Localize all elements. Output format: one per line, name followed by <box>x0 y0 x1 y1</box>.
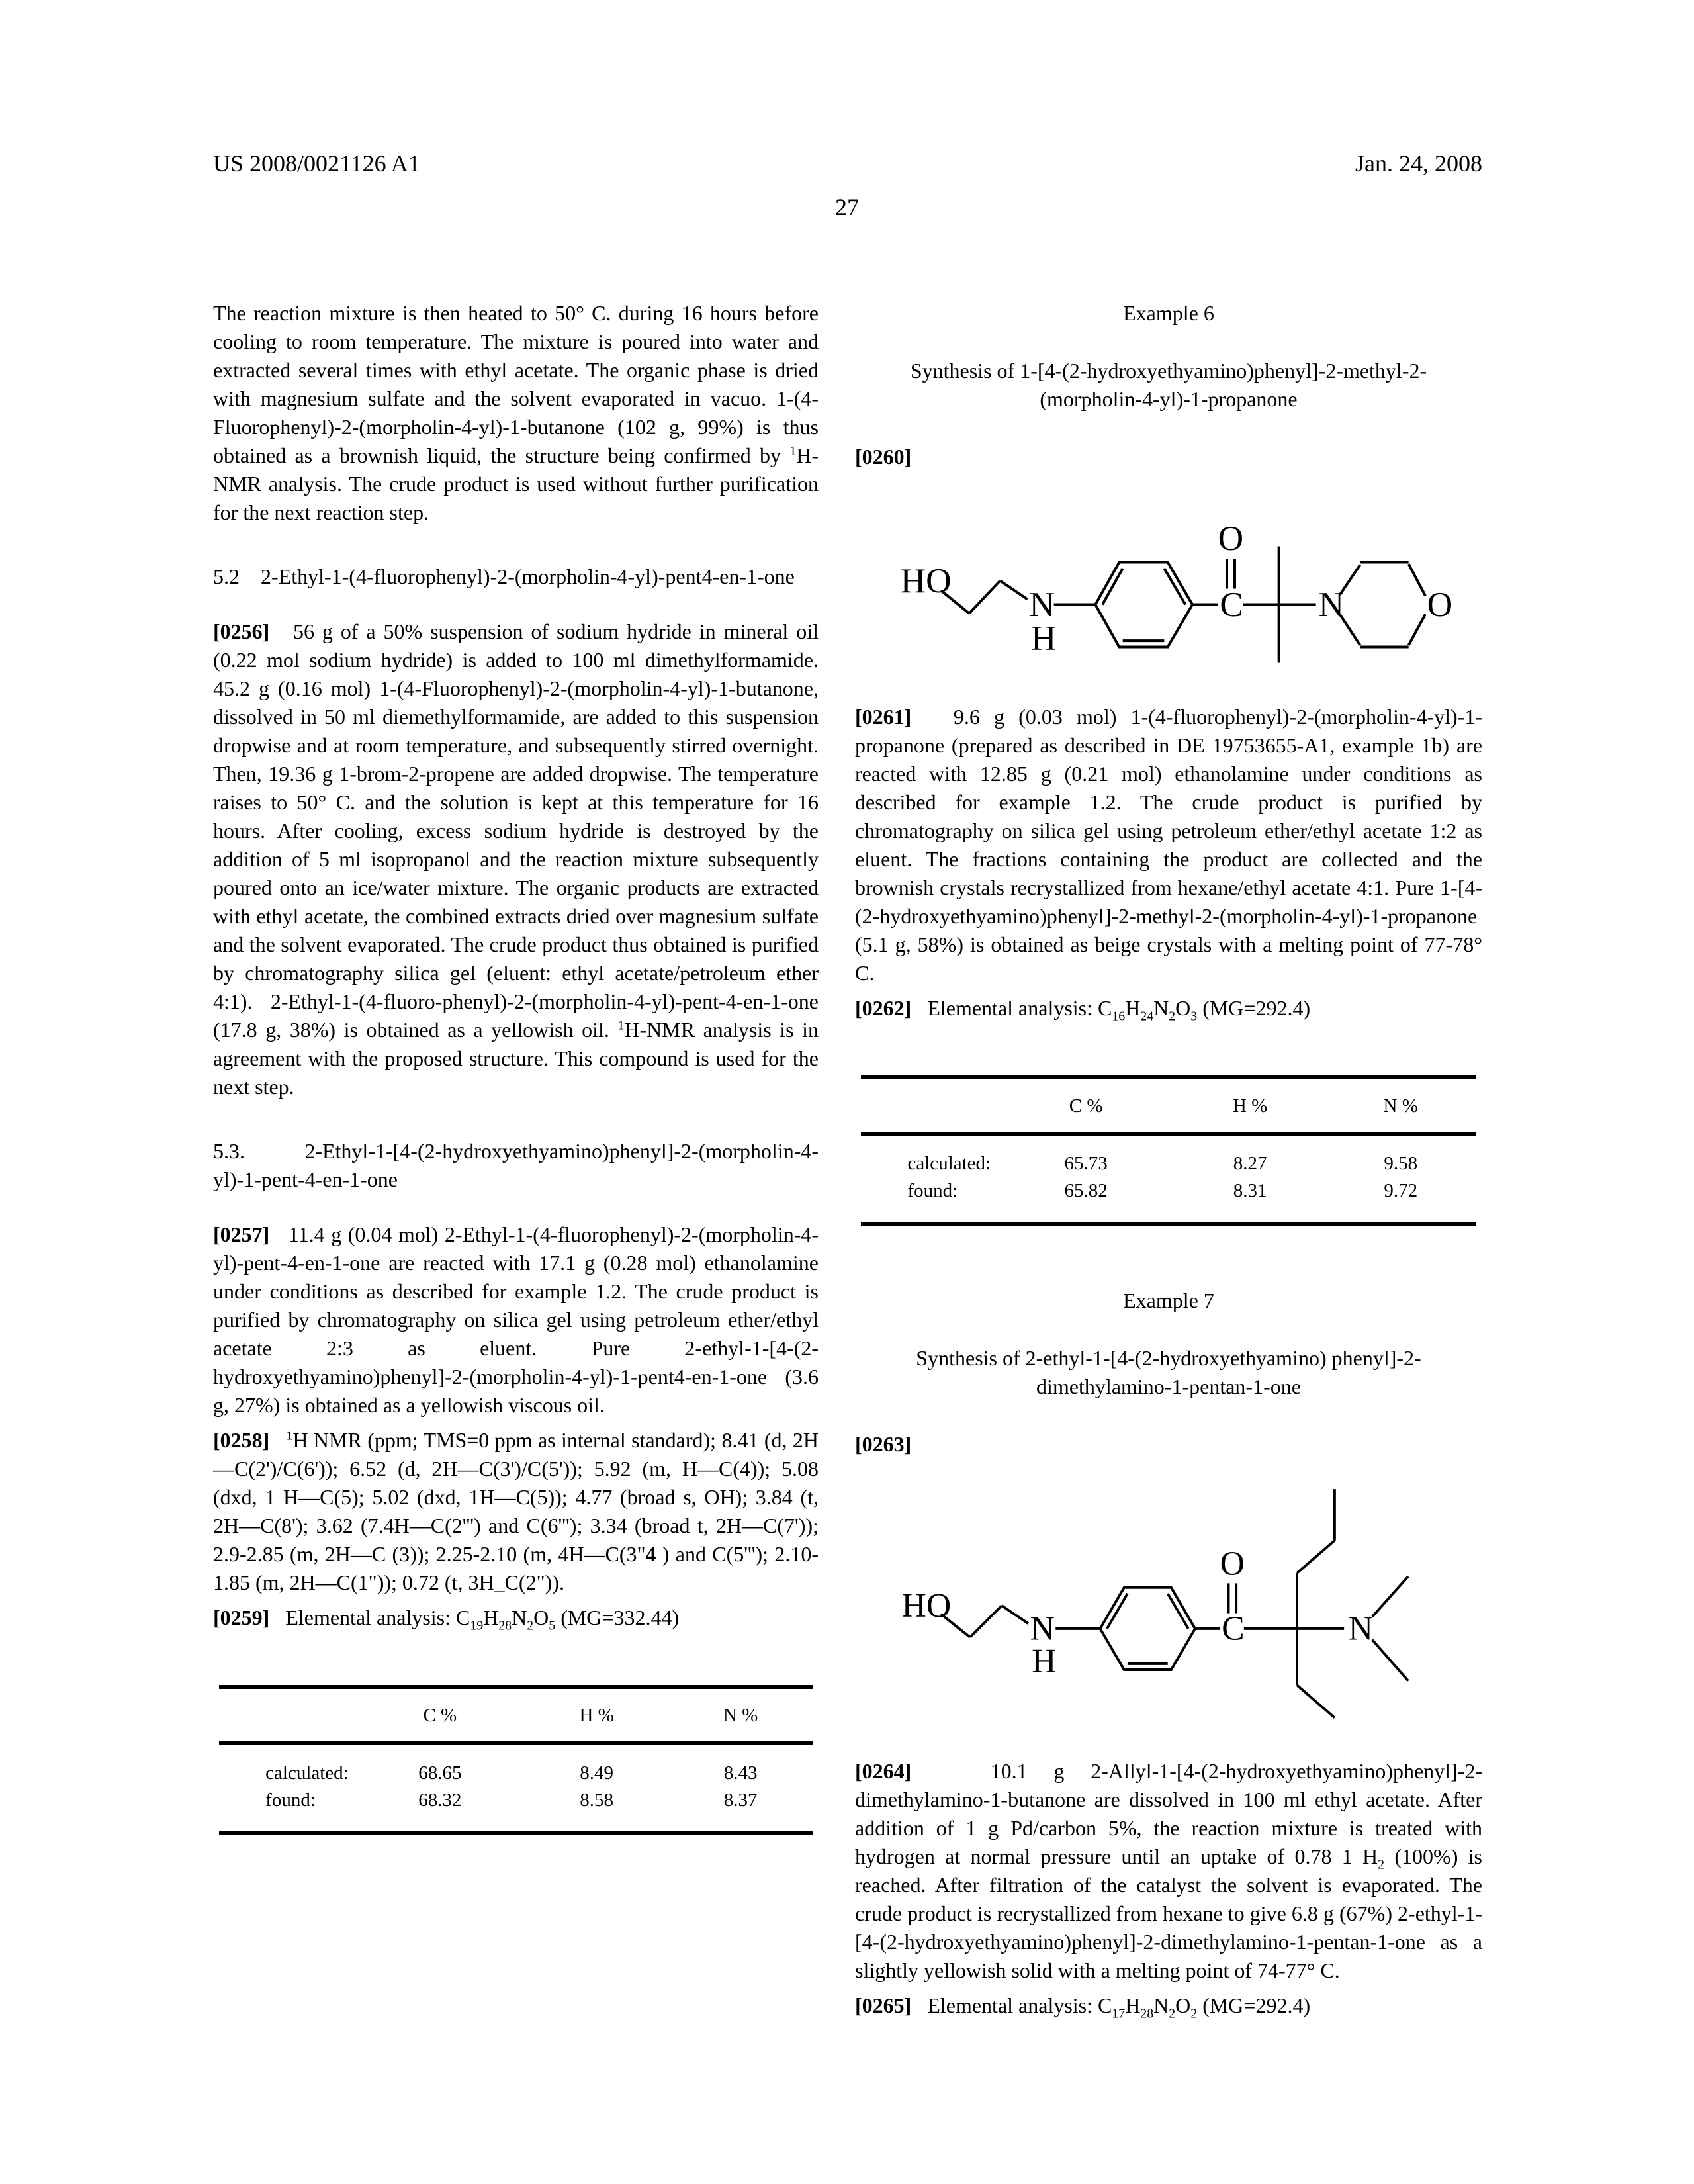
paragraph-0264: [0264] 10.1 g 2-Allyl-1-[4-(2-hydroxyethyamino)phenyl]-2-dimethylamino-1-butanone are dissolved in 100 ml ethyl acetate. After addition of 1 g Pd/carbon 5%, the reaction mixture is treated with hydrogen at normal pressure until an uptake of 0.78 1 $H_2$ (100%) is reached. After filtration of the catalyst the solvent is evaporated. The crude product is recrystallized from hexane to give 6.8 g (67%) 2-ethyl-1-[4-(2-hydroxyethyamino)phenyl]-2-dimethylamino-1-pentan-1-one as a slightly yellowish solid with a melting point of 74-77° C. <box>855 1759 1483 1982</box>
amine-hydrogen-label: H <box>1032 1642 1057 1680</box>
publication-number: US 2008/0021126 A1 <box>213 150 420 177</box>
table-row <box>219 1743 813 1787</box>
publication-date: Jan. 24, 2008 <box>1355 150 1482 177</box>
paragraph-0257: [0257] 11.4 g (0.04 mol) 2-Ethyl-1-(4-fluorophenyl)-2-(morpholin-4-yl)-pent-4-en-1-one are reacted with 17.1 g (0.28 mol) ethanolamine under conditions as described for example 1.2. The crude product is purified by chromatography on silica gel using petroleum ether/ethyl acetate 2:3 as eluent. Pure 2-ethyl-1-[4-(2-hydroxyethyamino)phenyl]-2-(morpholin-4-yl)-1-pent4-en-1-one (3.6 g, 27%) is obtained as a yellowish viscous oil. <box>213 1222 819 1417</box>
example-7-subtitle: Synthesis of 2-ethyl-1-[4-(2-hydroxyethyamino) phenyl]-2-dimethylamino-1-pentan-1-one <box>916 1346 1421 1398</box>
chemical-structure-1 <box>855 490 1482 683</box>
chemical-structure-2-drawing <box>877 1477 1460 1734</box>
hydroxyl-label: HO <box>900 560 952 600</box>
bond-lines <box>941 1489 1408 1717</box>
table-row <box>219 1787 813 1833</box>
cell-value: 8.27 <box>1233 1153 1267 1174</box>
paragraph-0262: [0262] Elemental analysis: $C_{16}H_{24}N_2O_3$ (MG=292.4) <box>855 996 1311 1024</box>
cell-value: 65.82 <box>1064 1180 1108 1201</box>
table-header-n: N % <box>723 1705 758 1726</box>
paragraph-0259: [0259] Elemental analysis: $C_{19}H_{28}N_2O_5$ (MG=332.44) <box>213 1606 680 1633</box>
paragraph-0261: [0261] 9.6 g (0.03 mol) 1-(4-fluorophenyl)-2-(morpholin-4-yl)-1-propanone (prepared as described in DE 19753655-A1, example 1b) are reacted with 12.85 g (0.21 mol) ethanolamine under conditions as described for example 1.2. The crude product is purified by chromatography on silica gel using petroleum ether/ethyl acetate 1:2 as eluent. The fractions containing the product are collected and the brownish crystals recrystallized from hexane/ethyl acetate 4:1. Pure 1-[4-(2-hydroxyethyamino)phenyl]-2-methyl-2-(morpholin-4-yl)-1-propanone (5.1 g, 58%) is obtained as beige crystals with a melting point of 77-78° C. <box>855 705 1482 985</box>
bond-lines <box>941 547 1425 663</box>
paragraph-0258: [0258] $^1$H NMR (ppm; TMS=0 ppm as internal standard); 8.41 (d, 2H—C(2')/C(6')); 6.52 (d, 2H—C(3')/C(5')); 5.92 (m, H—C(4)); 5.08 (dxd, 1 H—C(5); 5.02 (dxd, 1H—C(5)); 4.77 (broad s, OH); 3.84 (t, 2H—C(8'); 3.62 (7.4H—C(2''') and C(6'''); 3.34 (broad t, 2H—C(7')); 2.9-2.85 (m, 2H—C (3)); 2.25-2.10 (m, 4H—C(3"4 ) and C(5'''); 2.10-1.85 (m, 2H—C(1")); 0.72 (t, 3H_C(2")). <box>213 1428 819 1594</box>
morpholine-nitrogen-label: N <box>1318 584 1345 624</box>
cell-value: 8.37 <box>723 1790 758 1811</box>
chemical-structure-2 <box>855 1477 1482 1737</box>
table-header-row <box>861 1077 1476 1134</box>
paragraph-0265: [0265] Elemental analysis: $C_{17}H_{28}N_2O_2$ (MG=292.4) <box>855 1993 1311 2021</box>
row-label: found: <box>907 1180 958 1201</box>
table-header-c: C % <box>423 1705 457 1726</box>
paragraph-0256: [0256] 56 g of a 50% suspension of sodium hydride in mineral oil (0.22 mol sodium hydride) is added to 100 ml dimethylformamide. 45.2 g (0.16 mol) 1-(4-Fluorophenyl)-2-(morpholin-4-yl)-1-butanone, dissolved in 50 ml diemethylformamide, are added to this suspension dropwise and at room temperature, and subsequently stirred overnight. Then, 19.36 g 1-brom-2-propene are added dropwise. The temperature raises to 50° C. and the solution is kept at this temperature for 16 hours. After cooling, excess sodium hydride is destroyed by the addition of 5 ml isopropanol and the reaction mixture subsequently poured onto an ice/water mixture. The organic products are extracted with ethyl acetate, the combined extracts dried over magnesium sulfate and the solvent evaporated. The crude product thus obtained is purified by chromatography silica gel (eluent: ethyl acetate/petroleum ether 4:1). 2-Ethyl-1-(4-fluoro-phenyl)-2-(morpholin-4-yl)-pent-4-en-1-one (17.8 g, 38%) is obtained as a yellowish oil. $^1$H-NMR analysis is in agreement with the proposed structure. This compound is used for the next step. <box>213 619 819 1099</box>
elemental-analysis-table-2 <box>861 1075 1476 1226</box>
cell-value: 8.49 <box>580 1762 614 1784</box>
amine-nitrogen-label: N <box>1030 1610 1055 1648</box>
example-6-subtitle: Synthesis of 1-[4-(2-hydroxyethyamino)phenyl]-2-methyl-2-(morpholin-4-yl)-1-propanone <box>910 359 1427 411</box>
cell-value: 9.72 <box>1384 1180 1418 1201</box>
paragraph-tag-0263: [0263] <box>855 1432 912 1456</box>
dimethylamino-nitrogen-label: N <box>1348 1610 1373 1648</box>
carbonyl-carbon-label: C <box>1222 1610 1245 1648</box>
example-6-title: Example 6 <box>1123 301 1214 325</box>
cell-value: 9.58 <box>1384 1153 1418 1174</box>
left-column <box>213 299 819 1835</box>
carbonyl-oxygen-label: O <box>1220 1545 1245 1583</box>
table-header-empty <box>861 1077 997 1134</box>
amine-nitrogen-label: N <box>1029 584 1055 624</box>
table-row <box>861 1177 1476 1224</box>
table-header-row <box>219 1687 813 1743</box>
row-label: found: <box>265 1790 316 1811</box>
section-heading-5-3: 5.3. 2-Ethyl-1-[4-(2-hydroxyethyamino)phenyl]-2-(morpholin-4-yl)-1-pent-4-en-1-one <box>213 1139 819 1191</box>
table-header-c: C % <box>1069 1095 1103 1116</box>
table-row <box>861 1134 1476 1177</box>
right-column <box>855 299 1482 2020</box>
carbonyl-carbon-label: C <box>1220 584 1243 624</box>
elemental-analysis-table-1 <box>219 1685 813 1835</box>
example-7-title: Example 7 <box>1123 1289 1214 1312</box>
paragraph-tag-0260: [0260] <box>855 445 912 469</box>
table-header-h: H % <box>1232 1095 1268 1116</box>
paragraph-intro: The reaction mixture is then heated to 50° C. during 16 hours before cooling to room temperature. The mixture is poured into water and extracted several times with ethyl acetate. The organic phase is dried with magnesium sulfate and the solvent evaporated in vacuo. 1-(4-Fluorophenyl)-2-(morpholin-4-yl)-1-butanone (102 g, 99%) is thus obtained as a brownish liquid, the structure being confirmed by $^1$H-NMR analysis. The crude product is used without further purification for the next reaction step. <box>213 301 819 524</box>
cell-value: 65.73 <box>1064 1153 1108 1174</box>
chemical-structure-1-drawing <box>877 490 1460 680</box>
cell-value: 8.58 <box>580 1790 614 1811</box>
row-label: calculated: <box>907 1153 991 1174</box>
page-number: 27 <box>835 194 859 220</box>
row-label: calculated: <box>265 1762 349 1784</box>
morpholine-oxygen-label: O <box>1427 584 1453 624</box>
table-header-n: N % <box>1383 1095 1418 1116</box>
table-header-h: H % <box>579 1705 614 1726</box>
table-header-empty <box>219 1687 355 1743</box>
cell-value: 8.43 <box>723 1762 758 1784</box>
hydroxyl-label: HO <box>901 1586 952 1625</box>
cell-value: 68.32 <box>418 1790 462 1811</box>
amine-hydrogen-label: H <box>1031 617 1057 658</box>
section-heading-5-2: 5.2 2-Ethyl-1-(4-fluorophenyl)-2-(morpholin-4-yl)-pent4-en-1-one <box>213 565 795 588</box>
cell-value: 8.31 <box>1233 1180 1267 1201</box>
carbonyl-oxygen-label: O <box>1218 518 1244 558</box>
cell-value: 68.65 <box>418 1762 462 1784</box>
